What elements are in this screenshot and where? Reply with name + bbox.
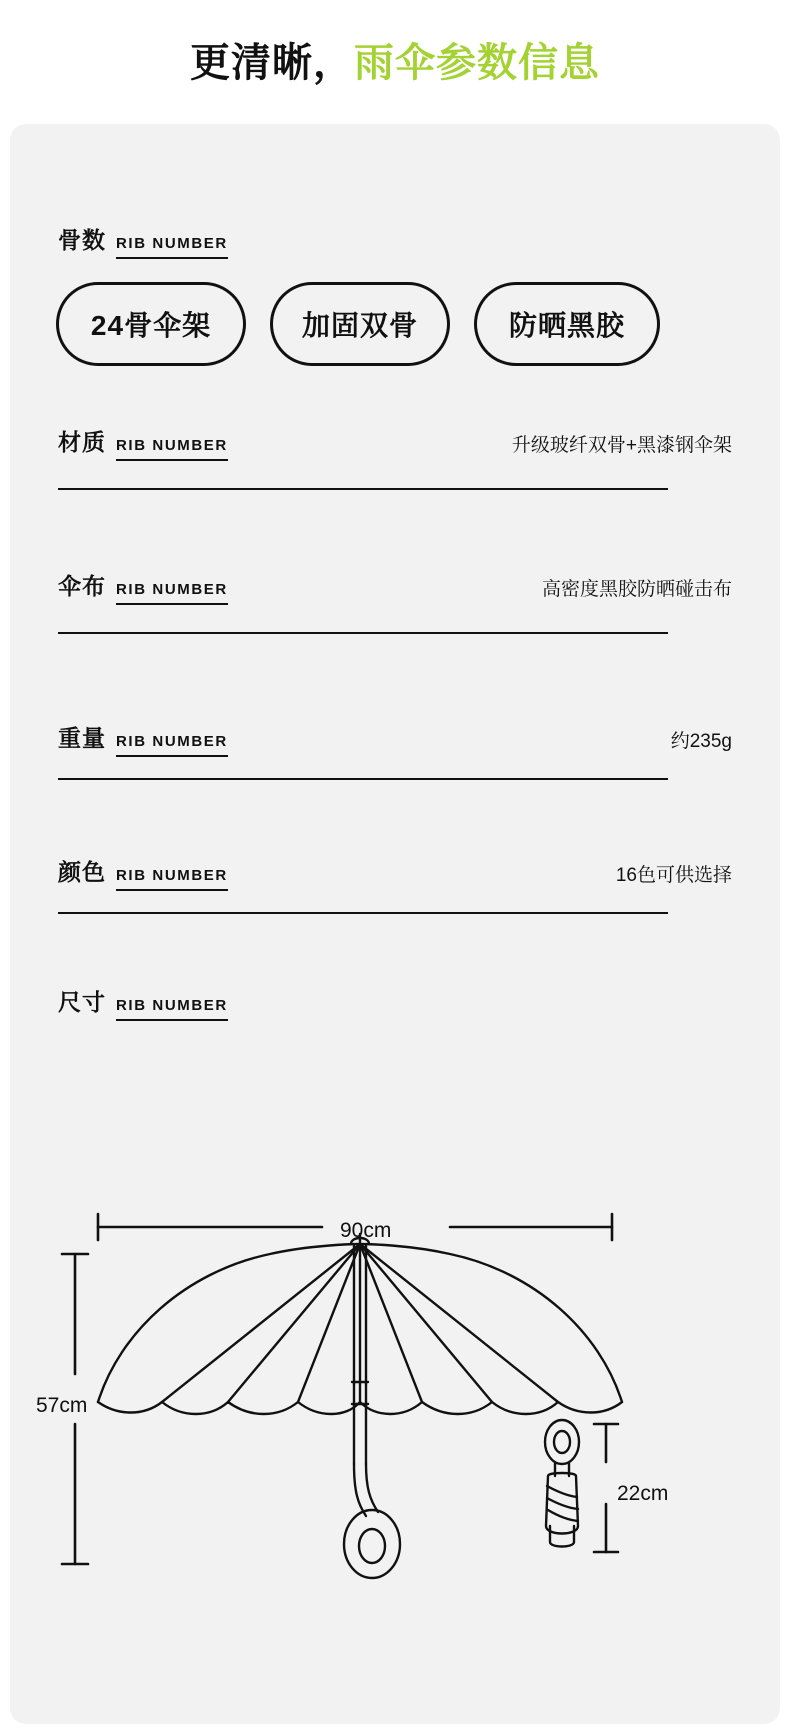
spec-value-fabric: 高密度黑胶防晒碰击布 bbox=[541, 579, 732, 600]
spec-label-weight-en: RIB NUMBER bbox=[116, 733, 228, 757]
spec-label-material bbox=[58, 424, 228, 461]
spec-label-size-en: RIB NUMBER bbox=[116, 997, 228, 1021]
spec-label-color-en: RIB NUMBER bbox=[116, 867, 228, 891]
page-title-prefix: 更清晰， bbox=[190, 40, 354, 85]
rib-pill-row bbox=[56, 282, 736, 366]
spec-label-color-cn: 颜色 bbox=[58, 859, 106, 885]
spec-divider-1 bbox=[58, 488, 668, 490]
spec-label-rib bbox=[58, 222, 228, 259]
open-umbrella-illustration bbox=[98, 1234, 622, 1578]
dimension-width-label: 90cm bbox=[340, 1219, 392, 1242]
folded-umbrella-illustration bbox=[545, 1420, 579, 1547]
umbrella-diagram-svg bbox=[10, 1064, 780, 1714]
spec-label-material-en: RIB NUMBER bbox=[116, 437, 228, 461]
spec-value-material: 升级玻纤双骨+黑漆钢伞架 bbox=[511, 435, 732, 456]
rib-pill-2: 加固双骨 bbox=[270, 282, 450, 366]
spec-label-material-cn: 材质 bbox=[58, 429, 106, 455]
spec-value-color: 16色可供选择 bbox=[615, 865, 732, 886]
page-title bbox=[190, 31, 600, 88]
spec-label-size bbox=[58, 984, 228, 1021]
spec-label-fabric-cn: 伞布 bbox=[58, 573, 106, 599]
umbrella-dimension-diagram bbox=[10, 1064, 780, 1714]
dimension-folded-label: 22cm bbox=[617, 1482, 669, 1505]
spec-divider-2 bbox=[58, 632, 668, 634]
spec-label-size-cn: 尺寸 bbox=[58, 989, 106, 1015]
spec-divider-4 bbox=[58, 912, 668, 914]
spec-label-fabric-en: RIB NUMBER bbox=[116, 581, 228, 605]
page-header bbox=[0, 0, 790, 118]
rib-pill-1: 24骨伞架 bbox=[56, 282, 246, 366]
page-title-accent: 雨伞参数信息 bbox=[354, 40, 600, 85]
spec-label-rib-cn: 骨数 bbox=[58, 227, 106, 253]
spec-label-rib-en: RIB NUMBER bbox=[116, 235, 228, 259]
rib-pill-3: 防晒黑胶 bbox=[474, 282, 660, 366]
spec-value-weight: 约235g bbox=[670, 731, 732, 752]
spec-label-fabric bbox=[58, 568, 228, 605]
spec-label-color bbox=[58, 854, 228, 891]
spec-card bbox=[10, 124, 780, 1724]
spec-divider-3 bbox=[58, 778, 668, 780]
dimension-height-label: 57cm bbox=[36, 1394, 88, 1417]
spec-label-weight bbox=[58, 720, 228, 757]
spec-label-weight-cn: 重量 bbox=[58, 725, 106, 751]
